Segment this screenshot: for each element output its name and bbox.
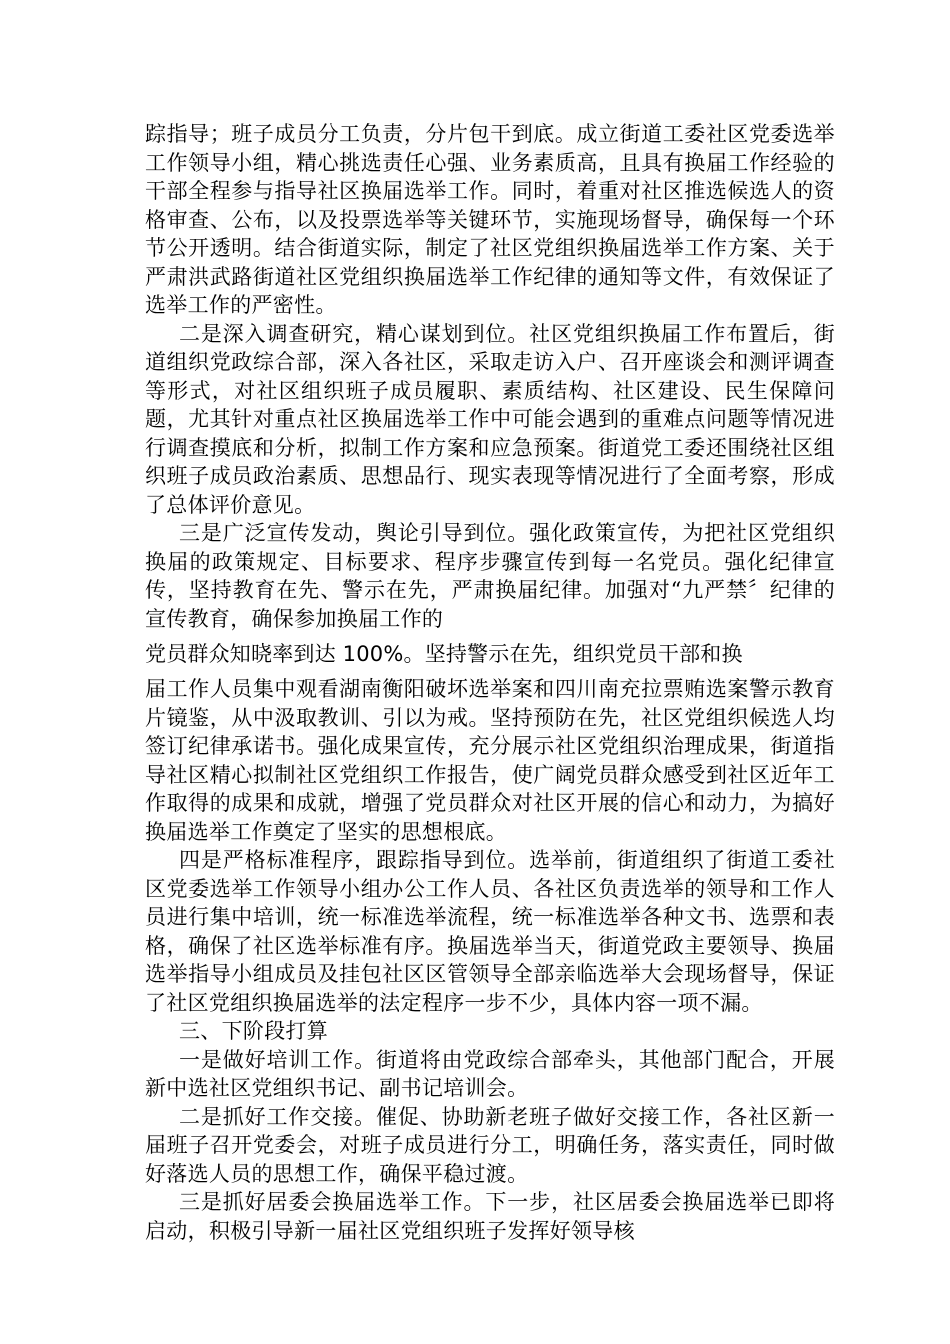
paragraph-research: 二是深入调查研究，精心谋划到位。社区党组织换届工作布置后，街道组织党政综合部，深入各社区，采取走访入户、召开座谈会和测评调查等形式，对社区组织班子成员履职、素质结构、社区建设、民生保障问题，尤其针对重点社区换届选举工作中可能会遇到的重难点问题等情况进行调查摸底和分析，拟制工作方案和应急预案。街道党工委还围绕社区组织班子成员政治素质、思想品行、现实表现等情况进行了全面考察，形成了总体评价意见。 (145, 321, 835, 517)
paragraph-warning-education: 届工作人员集中观看湖南衡阳破坏选举案和四川南充拉票贿选案警示教育片镜鉴，从中汲取教训、引以为戒。坚持预防在先，社区党组织候选人均签订纪律承诺书。强化成果宣传，充分展示社区党组织治理成果，街道指导社区精心拟制社区党组织工作报告，使广阔党员群众感受到社区近年工作取得的成果和成就，增强了党员群众对社区开展的信心和动力，为搞好换届选举工作奠定了坚实的思想根底。 (145, 677, 835, 844)
paragraph-residents-committee: 三是抓好居委会换届选举工作。下一步，社区居委会换届选举已即将启动，积极引导新一届社区党组织班子发挥好领导核 (145, 1190, 835, 1243)
paragraph-procedure: 四是严格标准程序，跟踪指导到位。选举前，街道组织了街道工委社区党委选举工作领导小组办公工作人员、各社区负责选举的领导和工作人员进行集中培训，统一标准选举流程，统一标准选举各种文书、选票和表格，确保了社区选举标准有序。换届选举当天，街道党政主要领导、换届选举指导小组成员及挂包社区区管领导全部亲临选举大会现场督导，保证了社区党组织换届选举的法定程序一步不少，具体内容一项不漏。 (145, 848, 835, 1015)
section-heading-next-steps: 三、下阶段打算 (179, 1019, 329, 1043)
paragraph-handover: 二是抓好工作交接。催促、协助新老班子做好交接工作，各社区新一届班子召开党委会，对班子成员进行分工，明确任务，落实责任，同时做好落选人员的思想工作，确保平稳过渡。 (145, 1104, 835, 1186)
paragraph-training: 一是做好培训工作。街道将由党政综合部牵头，其他部门配合，开展新中选社区党组织书记、副书记培训会。 (145, 1047, 835, 1100)
paragraph-publicity: 三是广泛宣传发动，舆论引导到位。强化政策宣传，为把社区党组织换届的政策规定、目标要求、程序步骤宣传到每一名党员。强化纪律宣传，坚持教育在先、警示在先，严肃换届纪律。加强对“九严禁〞纪律的宣传教育，确保参加换届工作的 (145, 521, 835, 631)
paragraph-awareness-rate: 党员群众知晓率到达 100%。坚持警示在先，组织党员干部和换 (145, 642, 743, 666)
paragraph-oversight: 踪指导；班子成员分工负责，分片包干到底。成立街道工委社区党委选举工作领导小组，精心挑选责任心强、业务素质高，且具有换届工作经验的干部全程参与指导社区换届选举工作。同时，着重对社区推选候选人的资格审查、公布，以及投票选举等关键环节，实施现场督导，确保每一个环节公开透明。结合街道实际，制定了社区党组织换届选举工作方案、关于严肃洪武路街道社区党组织换届选举工作纪律的通知等文件，有效保证了选举工作的严密性。 (145, 122, 835, 317)
document-body (145, 120, 835, 1245)
